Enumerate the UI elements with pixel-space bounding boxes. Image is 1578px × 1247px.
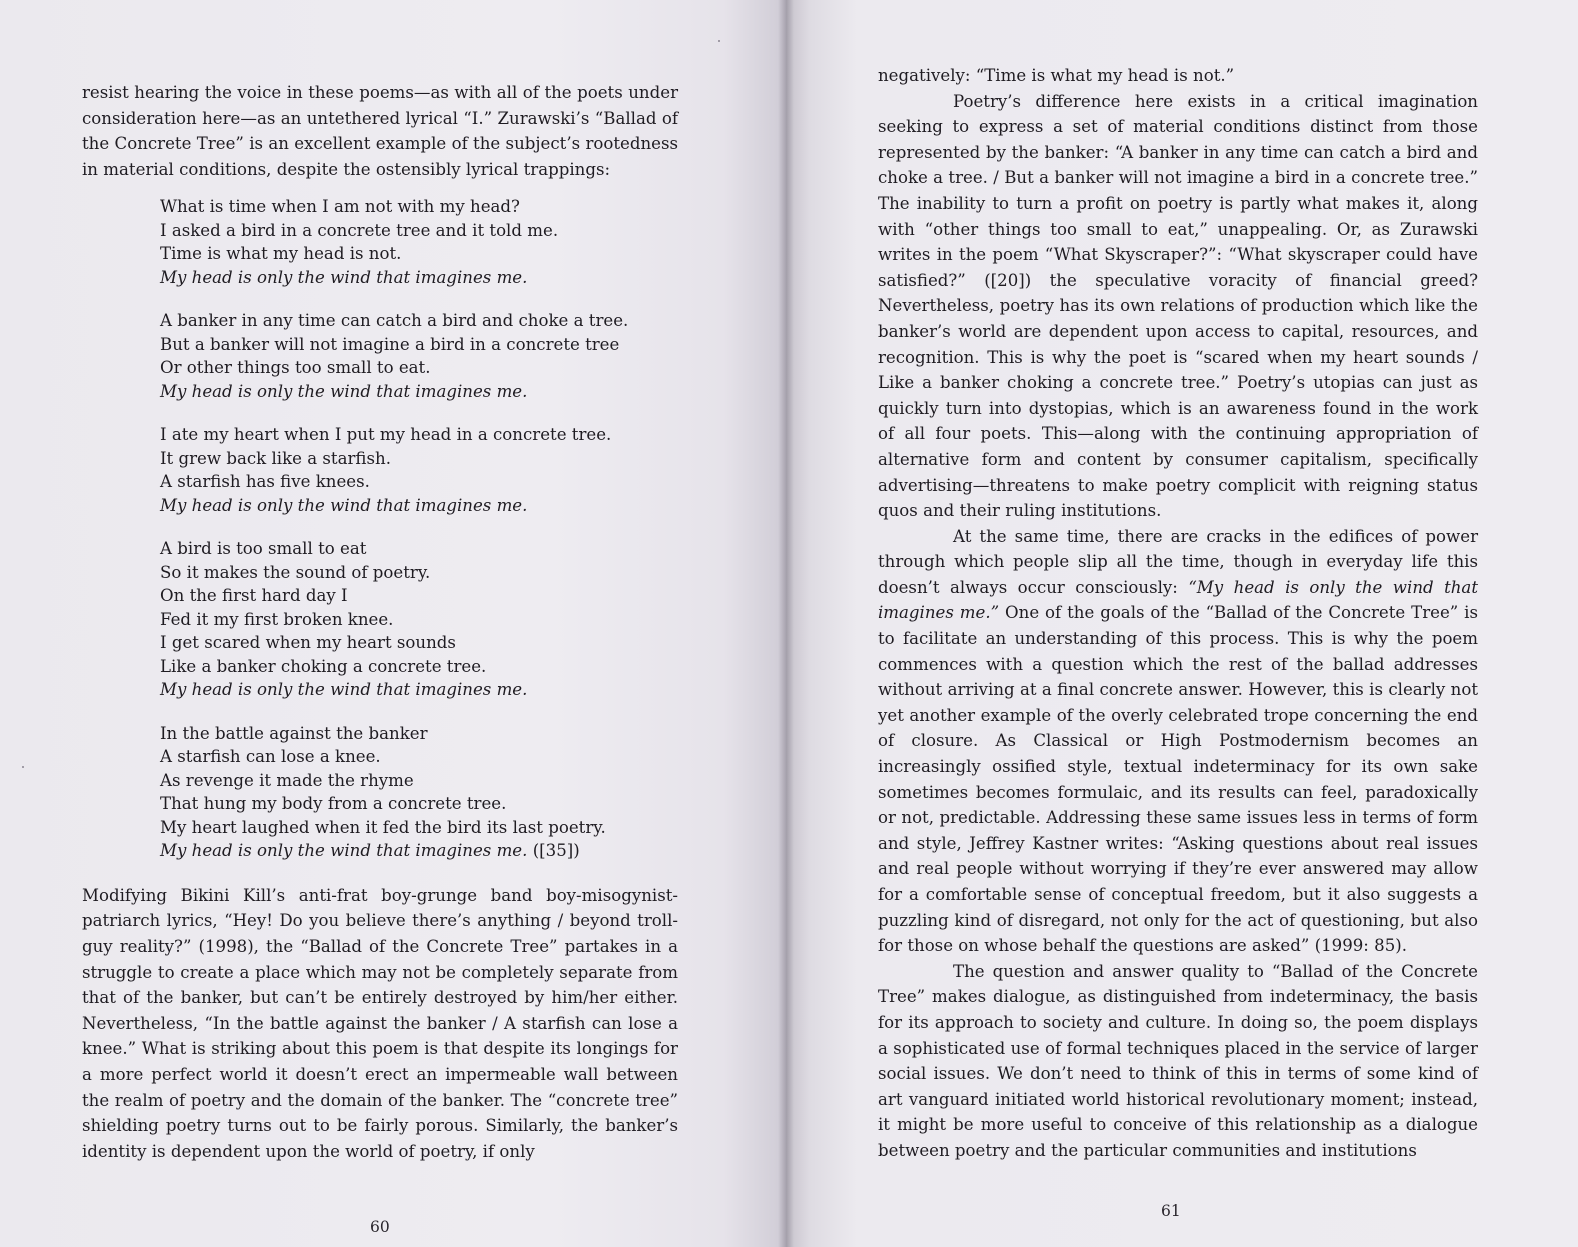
poem-stanza-2: [160, 309, 678, 403]
poem-refrain: My head is only the wind that imagines me.: [160, 495, 528, 515]
poem-line: A banker in any time can catch a bird and choke a tree.: [160, 311, 629, 331]
poem-refrain: My head is only the wind that imagines me.: [160, 680, 528, 700]
page-right: [786, 0, 1578, 1247]
poem-stanza-3: [160, 423, 678, 517]
poem-line: But a banker will not imagine a bird in a concrete tree: [160, 334, 620, 354]
page-number-right: 61: [1161, 1202, 1181, 1220]
poem-stanza-4: [160, 537, 678, 702]
poem-line: I asked a bird in a concrete tree and it told me.: [160, 220, 559, 240]
poem-line: What is time when I am not with my head?: [160, 197, 520, 217]
poem-line: That hung my body from a concrete tree.: [160, 794, 507, 814]
print-speck: [22, 766, 24, 768]
right-paragraph-1: negatively: “Time is what my head is not.”: [878, 66, 1235, 85]
poem-citation: ([35]): [532, 841, 580, 861]
right-paragraph-2: Poetry’s difference here exists in a critical imagination seeking to express a set of material conditions distinct from those represented by the banker: “A banker in any time can catch a bird and choke a tree. / But a banker will not imagine a bird in a concrete tree.” The inability to turn a profit on poetry is partly what makes it, along with “other things too small to eat,” unappealing. Or, as Zurawski writes in the poem “What Skyscraper?”: “What skyscraper could have satisfied?” ([20]) the speculative voracity of financial greed? Nevertheless, poetry has its own relations of production which like the banker’s world are dependent upon access to capital, resources, and recognition. This is why the poet is “scared when my heart sounds / Like a banker choking a concrete tree.” Poetry’s utopias can just as quickly turn into dystopias, which is an awareness found in the work of all four poets. This—along with the continuing appropriation of alternative form and content by consumer capitalism, specifically advertising—threatens to make poetry complicit with reigning status quos and their ruling institutions.: [878, 91, 1478, 521]
print-speck: [718, 40, 720, 42]
poem-line: Fed it my first broken knee.: [160, 609, 394, 629]
poem-line: In the battle against the banker: [160, 723, 428, 743]
poem-refrain: My head is only the wind that imagines me.: [160, 381, 528, 401]
poem-line: My heart laughed when it fed the bird its last poetry.: [160, 817, 606, 837]
poem-refrain: My head is only the wind that imagines me.: [160, 841, 528, 861]
italic-quote: “My head is only the wind that imagines me.”: [878, 577, 1478, 623]
paragraph-text: One of the goals of the “Ballad of the Concrete Tree” is to facilitate an understanding of this process. This is why the poem commences with a question which the rest of the ballad addresses without arriving at a final concrete answer. However, this is clearly not yet another example of the overly celebrated trope concerning the end of closure. As Classical or High Postmodernism becomes an increasingly ossified style, textual indeterminacy for its own sake sometimes becomes formulaic, and its results can feel, paradoxically or not, predictable. Addressing these same issues less in terms of form and style, Jeffrey Kastner writes: “Asking questions about real issues and real people without worrying if they’re ever answered may allow for a comfortable sense of conceptual freedom, but it also suggests a puzzling kind of disregard, not only for the act of questioning, but also for those on whose behalf the questions are asked” (1999: 85).: [878, 603, 1478, 956]
poem-line: I ate my heart when I put my head in a concrete tree.: [160, 425, 612, 445]
poem-stanza-5: [160, 722, 678, 863]
poem-refrain: My head is only the wind that imagines me.: [160, 267, 528, 287]
poem-line: A bird is too small to eat: [160, 539, 367, 559]
poem-ballad-of-the-concrete-tree: [160, 195, 678, 863]
left-paragraph-body: Modifying Bikini Kill’s anti-frat boy-grunge band boy-misogynist-patriarch lyrics, “Hey! Do you believe there’s anything / beyond troll-guy reality?” (1998), the “Ballad of the Concrete Tree” partakes in a struggle to create a place which may not be completely separate from that of the banker, but can’t be entirely destroyed by him/her either. Nevertheless, “In the battle against the banker / A starfish can lose a knee.” What is striking about this poem is that despite its longings for a more perfect world it doesn’t erect an impermeable wall between the realm of poetry and the domain of the banker. The “concrete tree” shielding poetry turns out to be fairly porous. Similarly, the banker’s identity is dependent upon the world of poetry, if only: [82, 885, 678, 1161]
poem-line: Or other things too small to eat.: [160, 358, 431, 378]
page-left: [0, 0, 786, 1247]
poem-line: It grew back like a starfish.: [160, 448, 391, 468]
right-page-text: [878, 63, 1478, 1164]
poem-line: On the first hard day I: [160, 586, 348, 606]
right-paragraph-3: [878, 524, 1478, 959]
poem-line: A starfish has five knees.: [160, 472, 370, 492]
right-paragraph-4: The question and answer quality to “Ballad of the Concrete Tree” makes dialogue, as distinguished from indeterminacy, the basis for its approach to society and culture. In doing so, the poem displays a sophisticated use of formal techniques placed in the service of larger social issues. We don’t need to think of this in terms of some kind of art vanguard initiated world historical revolutionary moment; instead, it might be more useful to conceive of this relationship as a dialogue between poetry and the particular communities and institutions: [878, 961, 1478, 1160]
poem-line: Like a banker choking a concrete tree.: [160, 656, 487, 676]
poem-final-line: [160, 839, 678, 863]
poem-line: Time is what my head is not.: [160, 244, 402, 264]
poem-line: A starfish can lose a knee.: [160, 747, 381, 767]
poem-line: So it makes the sound of poetry.: [160, 562, 431, 582]
poem-line: As revenge it made the rhyme: [160, 770, 414, 790]
poem-line: I get scared when my heart sounds: [160, 633, 456, 653]
paragraph-text: At the same time, there are cracks in the edifices of power through which people slip all the time, though in everyday life this doesn’t always occur consciously:: [878, 526, 1478, 597]
left-page-text: [82, 80, 678, 1164]
left-paragraph-intro: resist hearing the voice in these poems—as with all of the poets under consideration here—as an untethered lyrical “I.” Zurawski’s “Ballad of the Concrete Tree” is an excellent example of the subject’s rootedness in material conditions, despite the ostensibly lyrical trappings:: [82, 83, 678, 179]
page-number-left: 60: [370, 1218, 390, 1236]
poem-stanza-1: [160, 195, 678, 289]
